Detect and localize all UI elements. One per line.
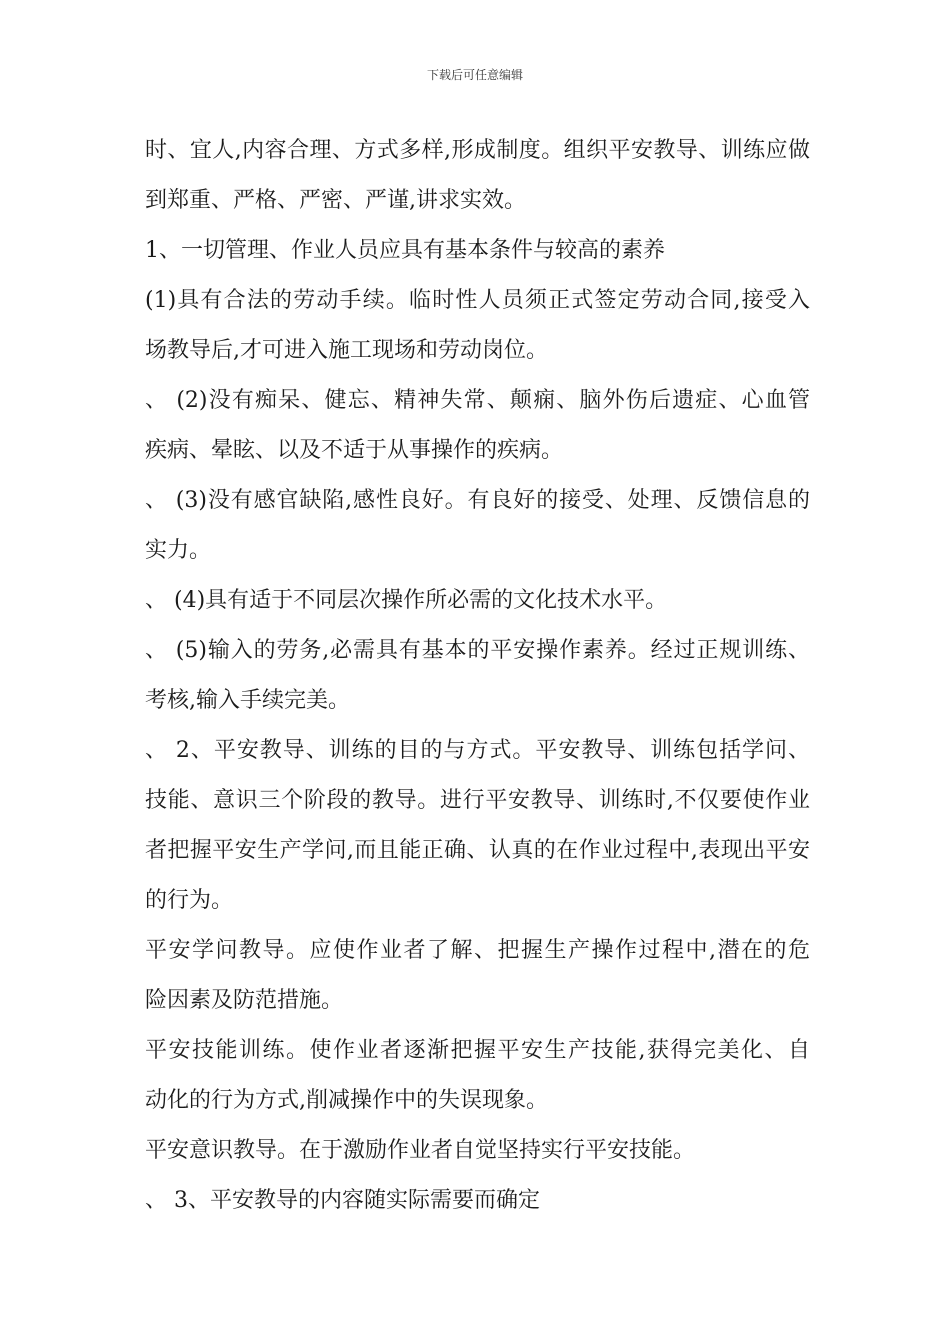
text-line: 平安技能训练。使作业者逐渐把握平安生产技能,获得完美化、自	[145, 1038, 810, 1063]
text-line: 时、宜人,内容合理、方式多样,形成制度。组织平安教导、训练应做	[145, 138, 810, 163]
text-line: 疾病、晕眩、以及不适于从事操作的疾病。	[145, 438, 564, 463]
text-line: (1)具有合法的劳动手续。临时性人员须正式签定劳动合同,接受入	[145, 288, 810, 313]
text-line: 、 (2)没有痴呆、健忘、精神失常、颠痫、脑外伤后遗症、心血管	[145, 388, 810, 413]
text-line: 、 (5)输入的劳务,必需具有基本的平安操作素养。经过正规训练、	[145, 638, 810, 663]
text-line: 、 (4)具有适于不同层次操作所必需的文化技术水平。	[145, 588, 668, 613]
text-line: 技能、意识三个阶段的教导。进行平安教导、训练时,不仅要使作业	[145, 788, 810, 813]
text-line: 实力。	[145, 538, 212, 563]
page-header: 下载后可任意编辑	[426, 68, 523, 82]
text-line: 险因素及防范措施。	[145, 988, 344, 1013]
text-line: 的行为。	[145, 888, 234, 913]
text-line: 平安学问教导。应使作业者了解、把握生产操作过程中,潜在的危	[145, 938, 810, 963]
text-line: 者把握平安生产学问,而且能正确、认真的在作业过程中,表现出平安	[145, 838, 810, 863]
text-line: 、 3、平安教导的内容随实际需要而确定	[145, 1188, 540, 1213]
text-line: 考核,输入手续完美。	[145, 688, 350, 713]
text-line: 到郑重、严格、严密、严谨,讲求实效。	[145, 188, 526, 213]
document-body	[145, 130, 810, 1230]
text-line: 1、一切管理、作业人员应具有基本条件与较高的素养	[145, 238, 665, 263]
text-line: 、 2、平安教导、训练的目的与方式。平安教导、训练包括学问、	[145, 738, 810, 763]
text-line: 平安意识教导。在于激励作业者自觉坚持实行平安技能。	[145, 1138, 696, 1163]
text-line: 场教导后,才可进入施工现场和劳动岗位。	[145, 338, 548, 363]
text-line: 动化的行为方式,削减操作中的失误现象。	[145, 1088, 548, 1113]
text-line: 、 (3)没有感官缺陷,感性良好。有良好的接受、处理、反馈信息的	[145, 488, 810, 513]
